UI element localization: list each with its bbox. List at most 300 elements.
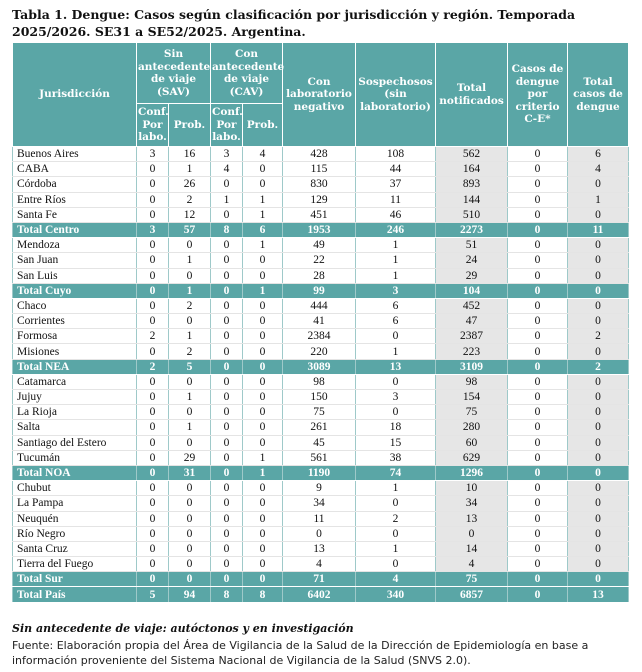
value-cell: 0 (137, 314, 169, 329)
jurisdiccion-cell: Tierra del Fuego (13, 557, 137, 572)
value-cell: 2 (169, 298, 211, 313)
value-cell: 0 (283, 526, 356, 541)
value-cell: 0 (211, 526, 243, 541)
table-row (13, 268, 629, 283)
value-cell: 75 (436, 405, 508, 420)
jurisdiccion-cell: Chubut (13, 481, 137, 496)
value-cell: 0 (211, 541, 243, 556)
value-cell: 0 (356, 496, 436, 511)
value-cell: 0 (137, 177, 169, 192)
value-cell: 0 (211, 207, 243, 222)
table-row (13, 344, 629, 359)
value-cell: 34 (436, 496, 508, 511)
value-cell: 0 (568, 253, 629, 268)
value-cell: 2 (568, 329, 629, 344)
table-row (13, 390, 629, 405)
table-row (13, 298, 629, 313)
value-cell: 0 (568, 207, 629, 222)
value-cell: 0 (243, 177, 283, 192)
value-cell: 562 (436, 147, 508, 162)
value-cell: 38 (356, 450, 436, 465)
value-cell: 0 (211, 390, 243, 405)
value-cell: 2 (137, 329, 169, 344)
value-cell: 0 (508, 192, 568, 207)
table-row (13, 329, 629, 344)
value-cell: 1296 (436, 465, 508, 480)
value-cell: 0 (169, 557, 211, 572)
value-cell: 0 (356, 374, 436, 389)
table-row (13, 253, 629, 268)
value-cell: 1190 (283, 465, 356, 480)
table-row (13, 481, 629, 496)
jurisdiccion-cell: CABA (13, 162, 137, 177)
value-cell: 0 (137, 253, 169, 268)
value-cell: 0 (508, 147, 568, 162)
value-cell: 0 (243, 541, 283, 556)
value-cell: 2 (568, 359, 629, 374)
jurisdiccion-cell: La Pampa (13, 496, 137, 511)
value-cell: 1 (356, 481, 436, 496)
value-cell: 108 (356, 147, 436, 162)
jurisdiccion-cell: Jujuy (13, 390, 137, 405)
value-cell: 0 (211, 374, 243, 389)
value-cell: 0 (137, 572, 169, 587)
value-cell: 0 (568, 557, 629, 572)
value-cell: 75 (436, 572, 508, 587)
header-total-dengue: Total casos de dengue (568, 43, 629, 147)
value-cell: 0 (508, 177, 568, 192)
value-cell: 0 (508, 344, 568, 359)
value-cell: 0 (169, 405, 211, 420)
value-cell: 0 (508, 420, 568, 435)
value-cell: 2 (169, 344, 211, 359)
value-cell: 0 (508, 162, 568, 177)
value-cell: 0 (211, 314, 243, 329)
value-cell: 4 (211, 162, 243, 177)
value-cell: 0 (137, 268, 169, 283)
table-row (13, 314, 629, 329)
header-jurisdiccion: Jurisdicción (13, 43, 137, 147)
value-cell: 15 (356, 435, 436, 450)
value-cell: 0 (137, 557, 169, 572)
value-cell: 13 (283, 541, 356, 556)
value-cell: 0 (243, 374, 283, 389)
value-cell: 3 (211, 147, 243, 162)
value-cell: 0 (243, 344, 283, 359)
value-cell: 57 (169, 222, 211, 237)
value-cell: 115 (283, 162, 356, 177)
value-cell: 0 (137, 465, 169, 480)
value-cell: 0 (137, 390, 169, 405)
value-cell: 44 (356, 162, 436, 177)
value-cell: 3109 (436, 359, 508, 374)
value-cell: 4 (356, 572, 436, 587)
value-cell: 4 (283, 557, 356, 572)
value-cell: 0 (243, 268, 283, 283)
footnote: Sin antecedente de viaje: autóctonos y en investigación (12, 622, 354, 635)
value-cell: 0 (568, 405, 629, 420)
value-cell: 0 (243, 405, 283, 420)
value-cell: 220 (283, 344, 356, 359)
value-cell: 1 (243, 207, 283, 222)
value-cell: 2 (356, 511, 436, 526)
header-sav-conf: Conf. Por labo. (137, 104, 169, 147)
value-cell: 4 (243, 147, 283, 162)
table-row (13, 496, 629, 511)
value-cell: 104 (436, 283, 508, 298)
table-row (13, 526, 629, 541)
value-cell: 0 (211, 344, 243, 359)
value-cell: 0 (211, 298, 243, 313)
jurisdiccion-cell: Total Centro (13, 222, 137, 237)
value-cell: 4 (568, 162, 629, 177)
value-cell: 0 (508, 541, 568, 556)
value-cell: 13 (436, 511, 508, 526)
table-row (13, 435, 629, 450)
header-sav: Sin antecedente de viaje (SAV) (137, 43, 211, 104)
header-total-notificados: Total notificados (436, 43, 508, 147)
value-cell: 0 (568, 496, 629, 511)
value-cell: 0 (508, 572, 568, 587)
value-cell: 0 (137, 481, 169, 496)
jurisdiccion-cell: Formosa (13, 329, 137, 344)
value-cell: 45 (283, 435, 356, 450)
value-cell: 11 (283, 511, 356, 526)
value-cell: 1 (243, 283, 283, 298)
value-cell: 1 (169, 420, 211, 435)
value-cell: 0 (211, 177, 243, 192)
value-cell: 0 (137, 435, 169, 450)
region-total-row (13, 587, 629, 602)
jurisdiccion-cell: Santa Fe (13, 207, 137, 222)
value-cell: 0 (137, 192, 169, 207)
value-cell: 0 (243, 557, 283, 572)
value-cell: 428 (283, 147, 356, 162)
table-row (13, 147, 629, 162)
value-cell: 0 (508, 511, 568, 526)
value-cell: 0 (508, 314, 568, 329)
value-cell: 0 (508, 390, 568, 405)
value-cell: 1 (243, 465, 283, 480)
value-cell: 0 (568, 374, 629, 389)
value-cell: 4 (436, 557, 508, 572)
value-cell: 6402 (283, 587, 356, 602)
value-cell: 0 (211, 450, 243, 465)
value-cell: 629 (436, 450, 508, 465)
jurisdiccion-cell: San Juan (13, 253, 137, 268)
table-row (13, 177, 629, 192)
header-cav-conf: Conf. Por labo. (211, 104, 243, 147)
value-cell: 14 (436, 541, 508, 556)
value-cell: 0 (169, 314, 211, 329)
value-cell: 0 (137, 283, 169, 298)
value-cell: 830 (283, 177, 356, 192)
jurisdiccion-cell: Neuquén (13, 511, 137, 526)
jurisdiccion-cell: Santiago del Estero (13, 435, 137, 450)
value-cell: 0 (508, 238, 568, 253)
jurisdiccion-cell: Catamarca (13, 374, 137, 389)
value-cell: 0 (137, 496, 169, 511)
value-cell: 0 (243, 390, 283, 405)
value-cell: 0 (211, 420, 243, 435)
value-cell: 16 (169, 147, 211, 162)
region-total-row (13, 222, 629, 237)
value-cell: 41 (283, 314, 356, 329)
value-cell: 154 (436, 390, 508, 405)
value-cell: 0 (568, 344, 629, 359)
value-cell: 47 (436, 314, 508, 329)
value-cell: 0 (243, 420, 283, 435)
value-cell: 2273 (436, 222, 508, 237)
value-cell: 893 (436, 177, 508, 192)
value-cell: 24 (436, 253, 508, 268)
value-cell: 75 (283, 405, 356, 420)
value-cell: 6 (356, 298, 436, 313)
value-cell: 452 (436, 298, 508, 313)
value-cell: 11 (568, 222, 629, 237)
value-cell: 0 (356, 329, 436, 344)
value-cell: 46 (356, 207, 436, 222)
jurisdiccion-cell: Salta (13, 420, 137, 435)
value-cell: 0 (137, 207, 169, 222)
value-cell: 0 (169, 435, 211, 450)
value-cell: 144 (436, 192, 508, 207)
value-cell: 0 (137, 450, 169, 465)
value-cell: 0 (356, 526, 436, 541)
value-cell: 0 (137, 374, 169, 389)
value-cell: 1 (243, 450, 283, 465)
value-cell: 0 (169, 572, 211, 587)
value-cell: 0 (508, 405, 568, 420)
value-cell: 0 (436, 526, 508, 541)
value-cell: 1 (356, 344, 436, 359)
jurisdiccion-cell: Total País (13, 587, 137, 602)
table-title: Tabla 1. Dengue: Casos según clasificación por jurisdicción y región. Temporada 2025/2026. SE31 a SE52/2025. Argentina. (12, 7, 576, 39)
value-cell: 451 (283, 207, 356, 222)
value-cell: 6 (568, 147, 629, 162)
value-cell: 246 (356, 222, 436, 237)
value-cell: 3 (137, 222, 169, 237)
table-row (13, 207, 629, 222)
value-cell: 0 (137, 162, 169, 177)
value-cell: 0 (568, 541, 629, 556)
value-cell: 0 (137, 405, 169, 420)
value-cell: 6 (356, 314, 436, 329)
value-cell: 0 (243, 572, 283, 587)
value-cell: 13 (568, 587, 629, 602)
value-cell: 0 (137, 238, 169, 253)
value-cell: 0 (211, 238, 243, 253)
value-cell: 12 (169, 207, 211, 222)
value-cell: 0 (508, 526, 568, 541)
value-cell: 8 (243, 587, 283, 602)
value-cell: 0 (169, 511, 211, 526)
value-cell: 0 (137, 420, 169, 435)
value-cell: 510 (436, 207, 508, 222)
value-cell: 0 (211, 496, 243, 511)
value-cell: 0 (508, 207, 568, 222)
value-cell: 0 (243, 435, 283, 450)
value-cell: 0 (137, 344, 169, 359)
dengue-table (12, 42, 629, 603)
value-cell: 0 (356, 405, 436, 420)
value-cell: 0 (568, 481, 629, 496)
table-row (13, 374, 629, 389)
value-cell: 0 (568, 314, 629, 329)
value-cell: 29 (436, 268, 508, 283)
value-cell: 0 (568, 420, 629, 435)
value-cell: 0 (243, 162, 283, 177)
value-cell: 26 (169, 177, 211, 192)
value-cell: 0 (508, 465, 568, 480)
value-cell: 1 (356, 238, 436, 253)
value-cell: 0 (211, 283, 243, 298)
value-cell: 0 (211, 253, 243, 268)
value-cell: 0 (243, 298, 283, 313)
value-cell: 6857 (436, 587, 508, 602)
jurisdiccion-cell: Total Sur (13, 572, 137, 587)
value-cell: 340 (356, 587, 436, 602)
value-cell: 0 (508, 481, 568, 496)
value-cell: 0 (508, 435, 568, 450)
value-cell: 31 (169, 465, 211, 480)
value-cell: 0 (508, 359, 568, 374)
value-cell: 1 (568, 192, 629, 207)
value-cell: 0 (243, 526, 283, 541)
value-cell: 0 (508, 587, 568, 602)
jurisdiccion-cell: Buenos Aires (13, 147, 137, 162)
value-cell: 0 (211, 405, 243, 420)
value-cell: 129 (283, 192, 356, 207)
value-cell: 0 (243, 481, 283, 496)
value-cell: 0 (568, 435, 629, 450)
value-cell: 0 (508, 283, 568, 298)
jurisdiccion-cell: Córdoba (13, 177, 137, 192)
value-cell: 0 (568, 526, 629, 541)
value-cell: 0 (211, 465, 243, 480)
jurisdiccion-cell: Río Negro (13, 526, 137, 541)
value-cell: 1 (169, 253, 211, 268)
value-cell: 29 (169, 450, 211, 465)
source-note: Fuente: Elaboración propia del Área de Vigilancia de la Salud de la Dirección de Epidemiología en base a información proveniente del Sistema Nacional de Vigilancia de la Salud (SNVS 2.0). (12, 639, 589, 667)
value-cell: 1 (169, 329, 211, 344)
table-row (13, 450, 629, 465)
value-cell: 0 (568, 572, 629, 587)
value-cell: 150 (283, 390, 356, 405)
table-row (13, 557, 629, 572)
value-cell: 0 (211, 268, 243, 283)
value-cell: 0 (137, 511, 169, 526)
value-cell: 51 (436, 238, 508, 253)
header-criterio-ce: Casos de dengue por criterio C-E* (508, 43, 568, 147)
value-cell: 1 (243, 192, 283, 207)
value-cell: 164 (436, 162, 508, 177)
value-cell: 0 (211, 511, 243, 526)
value-cell: 5 (169, 359, 211, 374)
value-cell: 0 (243, 496, 283, 511)
value-cell: 0 (137, 526, 169, 541)
jurisdiccion-cell: Tucumán (13, 450, 137, 465)
value-cell: 2387 (436, 329, 508, 344)
jurisdiccion-cell: Corrientes (13, 314, 137, 329)
value-cell: 0 (508, 557, 568, 572)
value-cell: 0 (356, 557, 436, 572)
value-cell: 444 (283, 298, 356, 313)
value-cell: 0 (169, 526, 211, 541)
jurisdiccion-cell: Mendoza (13, 238, 137, 253)
jurisdiccion-cell: Misiones (13, 344, 137, 359)
value-cell: 0 (508, 253, 568, 268)
value-cell: 0 (508, 450, 568, 465)
region-total-row (13, 465, 629, 480)
value-cell: 98 (436, 374, 508, 389)
value-cell: 3 (137, 147, 169, 162)
table-row (13, 238, 629, 253)
jurisdiccion-cell: San Luis (13, 268, 137, 283)
value-cell: 0 (243, 253, 283, 268)
table-row (13, 192, 629, 207)
header-sospechosos: Sospechosos (sin laboratorio) (356, 43, 436, 147)
value-cell: 49 (283, 238, 356, 253)
value-cell: 1 (356, 253, 436, 268)
value-cell: 1 (211, 192, 243, 207)
value-cell: 1 (243, 238, 283, 253)
value-cell: 0 (169, 374, 211, 389)
table-row (13, 162, 629, 177)
value-cell: 6 (243, 222, 283, 237)
value-cell: 561 (283, 450, 356, 465)
header-cav-prob: Prob. (243, 104, 283, 147)
value-cell: 0 (169, 238, 211, 253)
value-cell: 98 (283, 374, 356, 389)
value-cell: 0 (508, 268, 568, 283)
value-cell: 0 (568, 390, 629, 405)
value-cell: 9 (283, 481, 356, 496)
value-cell: 0 (211, 481, 243, 496)
value-cell: 0 (211, 359, 243, 374)
value-cell: 28 (283, 268, 356, 283)
jurisdiccion-cell: Chaco (13, 298, 137, 313)
jurisdiccion-cell: Total NOA (13, 465, 137, 480)
table-row (13, 541, 629, 556)
value-cell: 2384 (283, 329, 356, 344)
value-cell: 0 (568, 465, 629, 480)
value-cell: 13 (356, 359, 436, 374)
value-cell: 1 (169, 390, 211, 405)
value-cell: 0 (243, 329, 283, 344)
header-sav-prob: Prob. (169, 104, 211, 147)
value-cell: 94 (169, 587, 211, 602)
value-cell: 99 (283, 283, 356, 298)
value-cell: 0 (568, 511, 629, 526)
table-row (13, 511, 629, 526)
value-cell: 3 (356, 283, 436, 298)
value-cell: 18 (356, 420, 436, 435)
value-cell: 1 (169, 283, 211, 298)
value-cell: 0 (169, 496, 211, 511)
value-cell: 0 (211, 557, 243, 572)
value-cell: 0 (508, 329, 568, 344)
jurisdiccion-cell: Total NEA (13, 359, 137, 374)
value-cell: 0 (169, 481, 211, 496)
value-cell: 74 (356, 465, 436, 480)
value-cell: 261 (283, 420, 356, 435)
table-header (13, 43, 629, 147)
header-negativo: Con laboratorio negativo (283, 43, 356, 147)
value-cell: 3 (356, 390, 436, 405)
value-cell: 8 (211, 222, 243, 237)
value-cell: 1 (356, 268, 436, 283)
